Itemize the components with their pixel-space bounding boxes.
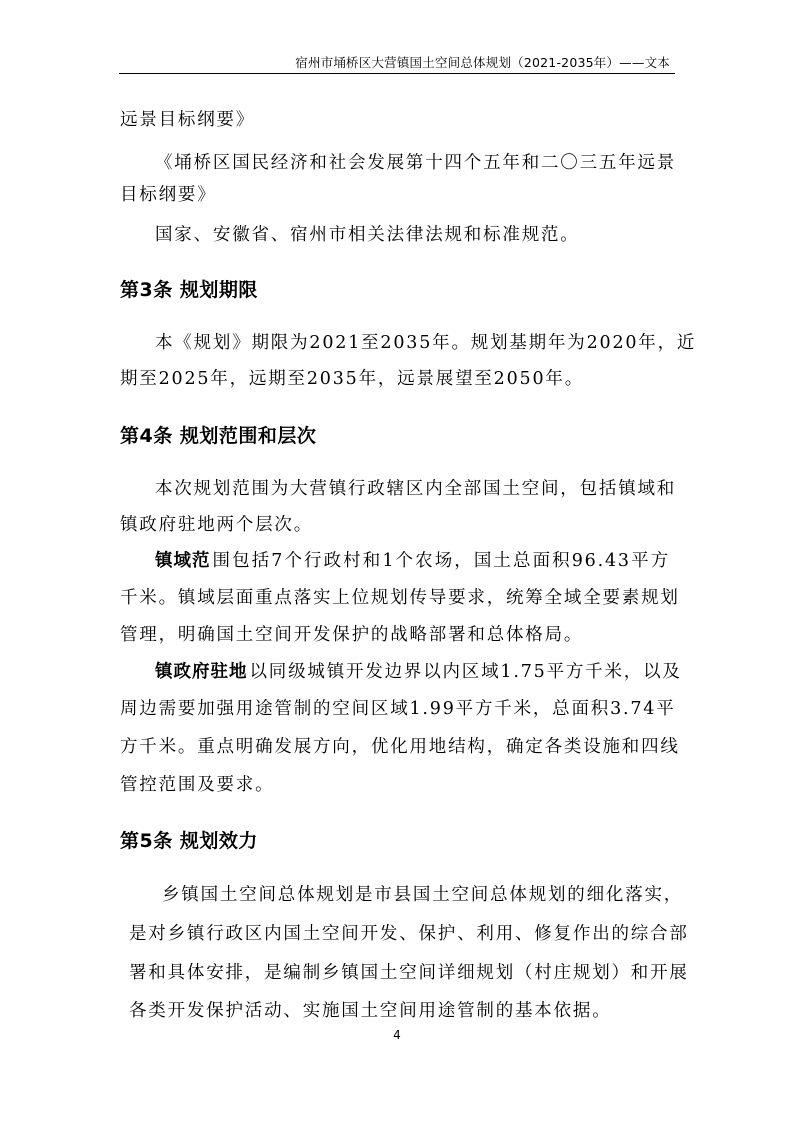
page-number: 4 — [393, 1028, 401, 1042]
body-line: 各类开发保护活动、实施国土空间用途管制的基本依据。 — [129, 1001, 612, 1021]
body-line: 期至2025年，远期至2035年，远景展望至2050年。 — [120, 369, 585, 389]
body-line: 乡镇国土空间总体规划是市县国土空间总体规划的细化落实， — [162, 885, 684, 905]
body-line: 方千米。重点明确发展方向，优化用地结构，确定各类设施和四线 — [120, 737, 680, 757]
body-line: 周边需要加强用途管制的空间区域1.99平方千米，总面积3.74平 — [120, 699, 676, 719]
body-line — [155, 658, 682, 683]
body-line: 管理，明确国土空间开发保护的战略部署和总体格局。 — [120, 625, 584, 645]
bold-lead-term: 镇政府驻地 — [155, 662, 248, 682]
body-line: 目标纲要》 — [120, 185, 217, 205]
body-line: 本次规划范围为大营镇行政辖区内全部国土空间，包括镇域和 — [155, 479, 677, 499]
header-title: 宿州市埇桥区大营镇国土空间总体规划（2021-2035年）——文本 — [295, 55, 670, 70]
body-line — [155, 547, 670, 572]
body-line: 镇政府驻地两个层次。 — [120, 515, 313, 535]
body-line: 管控范围及要求。 — [120, 775, 275, 795]
article-heading: 第3条 规划期限 — [120, 279, 258, 301]
body-line: 国家、安徽省、宿州市相关法律法规和标准规范。 — [155, 225, 580, 245]
header-divider — [119, 73, 675, 74]
body-line: 《埇桥区国民经济和社会发展第十四个五年和二〇三五年远景 — [155, 153, 677, 173]
bold-lead-term: 镇域范 — [155, 551, 211, 571]
body-line: 远景目标纲要》 — [120, 110, 256, 130]
body-line: 本《规划》期限为2021至2035年。规划基期年为2020年，近 — [155, 333, 697, 353]
body-line: 是对乡镇行政区内国土空间开发、保护、利用、修复作出的综合部 — [129, 924, 689, 944]
body-text: 以同级城镇开发边界以内区域1.75平方千米，以及 — [249, 662, 682, 682]
body-line: 千米。镇域层面重点落实上位规划传导要求，统筹全域全要素规划 — [120, 588, 680, 608]
article-heading: 第4条 规划范围和层次 — [120, 425, 317, 447]
article-heading: 第5条 规划效力 — [120, 830, 258, 852]
body-line: 署和具体安排，是编制乡镇国土空间详细规划（村庄规划）和开展 — [129, 963, 689, 983]
body-text: 围包括7个行政村和1个农场，国土总面积96.43平方 — [212, 551, 670, 571]
